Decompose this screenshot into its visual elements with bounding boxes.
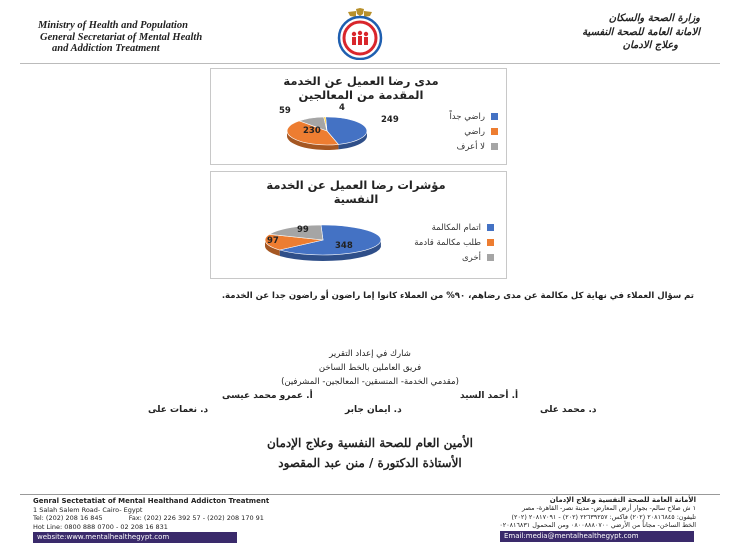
staff-member: د. نعمات على (148, 405, 209, 415)
people-icon (352, 31, 368, 45)
legend-swatch (487, 224, 494, 231)
staff-member: د. محمد على (540, 405, 597, 415)
staff-member: أ. أحمد السيد (460, 391, 519, 401)
footer-english (33, 497, 269, 531)
staff-member: د. ايمان جابر (345, 405, 402, 415)
legend-item (449, 124, 498, 139)
legend-swatch (491, 128, 498, 135)
footer-ar-hotline: الخط الساخن- مجاناً من الأرضي ٠٨٠٠٨٨٨٠٧٠٠ ومن المحمول ٠٢٠٨١٦٨٣١ (499, 521, 696, 530)
chart-1-label-59: 59 (279, 106, 291, 116)
staff-member: أ. عمرو محمد عيسى (222, 391, 313, 401)
footer-en-title: Genral Sectetatiat of Mental Healthand Addicton Treatment (33, 497, 270, 505)
legend-label: راضي (464, 126, 485, 137)
header-ar-line-2: الامانة العامة للصحة النفسية (582, 26, 700, 38)
chart-2-title: مؤشرات رضا العميل عن الخدمة النفسية (266, 178, 446, 206)
chart-2-label-99: 99 (297, 225, 309, 235)
chart-2-label-97: 97 (267, 236, 279, 246)
email-link[interactable]: Email:media@mentalhealthegypt.com (500, 531, 694, 542)
chart-1-pie (277, 109, 377, 164)
legend-label: راضي جداً (449, 111, 485, 122)
header-arabic (582, 12, 700, 53)
team-line-2: فريق العاملين بالخط الساخن (318, 363, 422, 373)
legend-label: أخرى (462, 252, 481, 263)
footer-en-contact (33, 514, 269, 523)
team-line-1: شارك في إعداد التقرير (329, 349, 411, 359)
header-en-line-2: General Secretariat of Mental Health (40, 31, 203, 43)
footer-en-phone: Tel: (202) 208 16 845 (33, 514, 103, 523)
chart-1-label-4: 4 (339, 103, 345, 113)
footer-en-address: 1 Salah Salem Road- Cairo- Egypt (33, 505, 143, 514)
legend-item (449, 109, 498, 124)
chart-1-label-230: 230 (303, 126, 321, 136)
footer-ar-address: ١ ش صلاح سالم- بجوار أرض المعارض- مدينة نصر- القاهرة- مصر (522, 504, 696, 513)
header-ar-line-1: وزارة الصحة والسكان (608, 13, 700, 24)
footer-arabic (499, 496, 696, 530)
chart-1-label-249: 249 (381, 115, 399, 125)
legend-swatch (487, 254, 494, 261)
legend-item (414, 250, 494, 265)
legend-swatch (487, 239, 494, 246)
summary-text: تم سؤال العملاء في نهاية كل مكالمة عن مدى رضاهم، ٩٠% من العملاء كانوا إما راضون أو راضون جدا عن الخدمة. (221, 291, 694, 301)
footer-divider (20, 494, 720, 495)
header-en-line-1: Ministry of Health and Population (38, 20, 188, 31)
legend-swatch (491, 143, 498, 150)
header-ar-line-3: وعلاج الادمان (622, 40, 678, 51)
chart-2-box (210, 171, 507, 279)
header-divider (20, 63, 720, 64)
website-link[interactable]: website:www.mentalhealthegypt.com (33, 532, 237, 543)
header-en-line-3: and Addiction Treatment (52, 43, 160, 54)
team-line-3: (مقدمي الخدمة- المنسقين- المعالجين- المشرفين) (281, 377, 459, 387)
chart-2-legend (414, 220, 494, 265)
chart-2-label-348: 348 (335, 241, 353, 251)
legend-item (449, 139, 498, 154)
footer-ar-title: الأمانة العامة للصحة النفسية وعلاج الإدمان (549, 496, 696, 504)
legend-swatch (491, 113, 498, 120)
footer-en-hotline: Hot Line: 0800 888 0700 - 02 208 16 831 (33, 522, 168, 531)
chart-1-legend (449, 109, 498, 154)
legend-label: اتمام المكالمة (431, 222, 481, 233)
ministry-logo (316, 8, 404, 60)
footer-ar-phone: تليفون: ٢٠٨١٦٨٤٥ (٢٠٢) فاكس: ٢٢٦٣٩٢٥٧ (٢٠٢) - ٢٠٨١٧٠٩١ (٢٠٢) (511, 512, 696, 521)
legend-label: طلب مكالمة قادمة (414, 237, 481, 248)
eagle-emblem-icon (348, 8, 372, 17)
header-english (38, 20, 202, 55)
legend-label: لا أعرف (456, 141, 485, 152)
legend-item (414, 220, 494, 235)
footer-en-fax: Fax: (202) 226 392 57 - (202) 208 170 91 (128, 514, 264, 523)
signature-name: الأستاذة الدكتورة / منن عبد المقصود (278, 456, 462, 470)
legend-item (414, 235, 494, 250)
signature-title: الأمين العام للصحة النفسية وعلاج الإدمان (266, 436, 474, 450)
chart-1-box (210, 68, 507, 165)
chart-1-title: مدى رضا العميل عن الخدمة المقدمة من المعالجين (283, 74, 439, 102)
